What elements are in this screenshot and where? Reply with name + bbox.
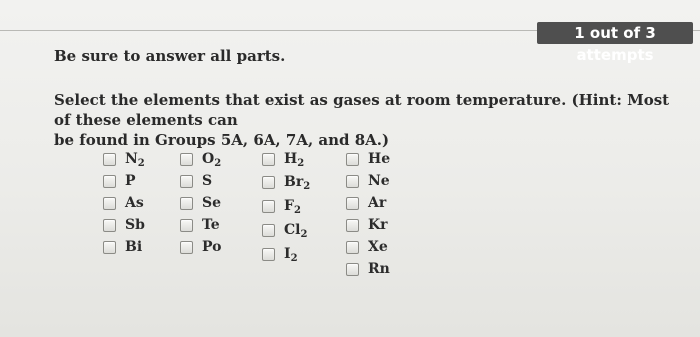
option-o2[interactable]	[180, 148, 221, 170]
checkbox[interactable]	[103, 197, 116, 210]
checkbox[interactable]	[103, 175, 116, 188]
checkbox[interactable]	[262, 153, 275, 166]
checkbox[interactable]	[180, 197, 193, 210]
checkbox[interactable]	[346, 241, 359, 254]
checkbox[interactable]	[346, 263, 359, 276]
option-label: As	[125, 195, 144, 211]
checkbox[interactable]	[262, 200, 275, 213]
option-label: $O_2$	[202, 151, 222, 169]
option-he[interactable]	[346, 148, 390, 170]
option-label: $N_2$	[125, 151, 145, 169]
attempts-badge: 1 out of 3 attempts	[537, 22, 693, 44]
checkbox[interactable]	[180, 241, 193, 254]
checkbox[interactable]	[346, 219, 359, 232]
option-label: $H_2$	[284, 151, 305, 169]
option-label: $Br_2$	[284, 174, 311, 192]
option-label: S	[202, 173, 213, 189]
option-label: Se	[202, 195, 222, 211]
option-kr[interactable]	[346, 214, 388, 236]
checkbox[interactable]	[346, 175, 359, 188]
question-text	[54, 90, 686, 150]
option-label: $I_2$	[284, 246, 298, 264]
checkbox[interactable]	[262, 176, 275, 189]
option-sb[interactable]	[103, 214, 145, 236]
checkbox[interactable]	[180, 219, 193, 232]
option-label: $Cl_2$	[284, 222, 308, 240]
option-label: Te	[202, 217, 220, 233]
option-cl2[interactable]	[262, 219, 307, 241]
checkbox[interactable]	[103, 219, 116, 232]
checkbox[interactable]	[103, 153, 116, 166]
option-rn[interactable]	[346, 258, 390, 280]
option-label: Ar	[368, 195, 387, 211]
option-n2[interactable]	[103, 148, 145, 170]
option-label: Kr	[368, 217, 388, 233]
option-se[interactable]	[180, 192, 221, 214]
checkbox[interactable]	[346, 153, 359, 166]
option-xe[interactable]	[346, 236, 388, 258]
option-label: P	[125, 173, 136, 189]
option-label: Rn	[368, 261, 390, 277]
checkbox[interactable]	[180, 153, 193, 166]
option-h2[interactable]	[262, 148, 304, 170]
option-label: He	[368, 151, 391, 167]
option-label: Sb	[125, 217, 145, 233]
instruction-text: Be sure to answer all parts.	[54, 47, 286, 65]
option-f2[interactable]	[262, 195, 301, 217]
option-i2[interactable]	[262, 243, 298, 265]
option-ar[interactable]	[346, 192, 386, 214]
option-po[interactable]	[180, 236, 222, 258]
option-label: Bi	[125, 239, 143, 255]
option-label: Ne	[368, 173, 390, 189]
option-as[interactable]	[103, 192, 144, 214]
option-ne[interactable]	[346, 170, 390, 192]
question-line-2: be found in Groups 5A, 6A, 7A, and 8A.)	[54, 131, 390, 149]
option-te[interactable]	[180, 214, 220, 236]
checkbox[interactable]	[262, 224, 275, 237]
checkbox[interactable]	[262, 248, 275, 261]
checkbox[interactable]	[180, 175, 193, 188]
checkbox[interactable]	[103, 241, 116, 254]
option-br2[interactable]	[262, 171, 310, 193]
option-bi[interactable]	[103, 236, 142, 258]
option-label: $F_2$	[284, 198, 301, 216]
question-line-1: Select the elements that exist as gases at room temperature. (Hint: Most of these elements can	[54, 91, 670, 129]
option-p[interactable]	[103, 170, 136, 192]
option-label: Xe	[368, 239, 388, 255]
option-label: Po	[202, 239, 222, 255]
checkbox[interactable]	[346, 197, 359, 210]
option-s[interactable]	[180, 170, 212, 192]
